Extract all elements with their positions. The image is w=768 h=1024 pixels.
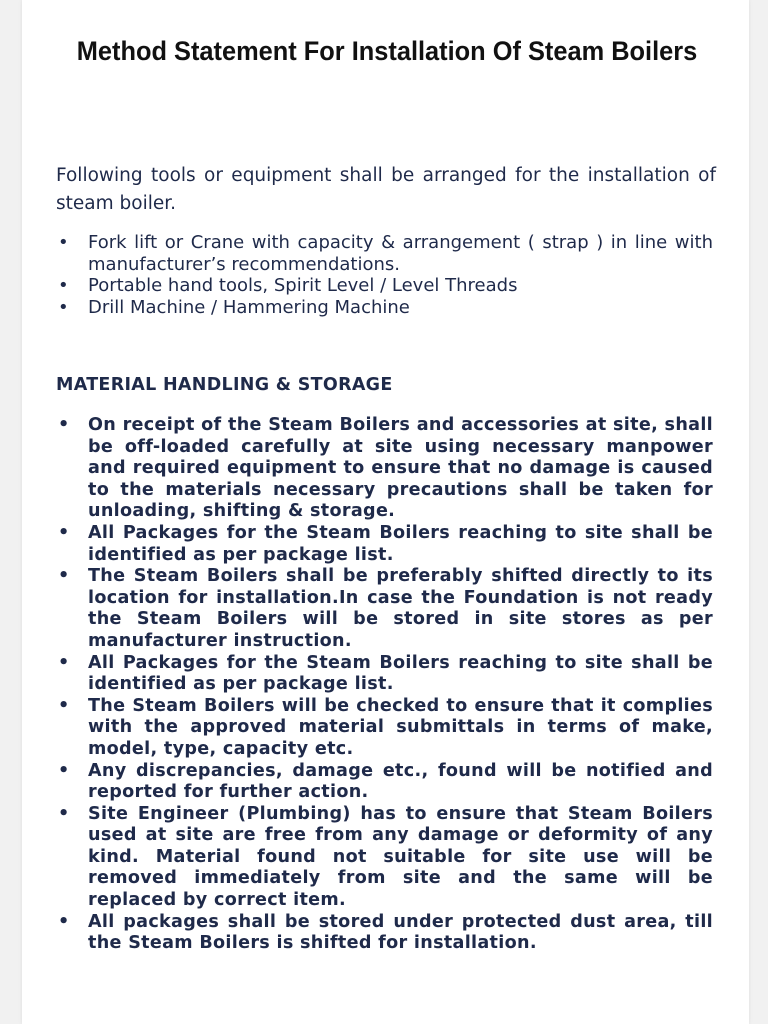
bullet-icon: •: [58, 695, 70, 716]
list-item-text: Drill Machine / Hammering Machine: [88, 296, 410, 318]
tools-list-item: [56, 275, 713, 297]
bullet-icon: •: [58, 760, 70, 781]
material-handling-list: [56, 415, 713, 955]
document-title: Method Statement For Installation Of Steam Boilers: [76, 36, 698, 66]
intro-paragraph: Following tools or equipment shall be arranged for the installation of steam boiler.: [56, 165, 716, 214]
bullet-icon: •: [58, 566, 70, 587]
document-page: [22, 0, 749, 1024]
bullet-icon: •: [58, 803, 70, 824]
list-item-text: Portable hand tools, Spirit Level / Level Threads: [88, 275, 518, 296]
bullet-icon: •: [58, 911, 70, 932]
tools-list: [56, 232, 713, 318]
list-item-text: Site Engineer (Plumbing) has to ensure that Steam Boilers used at site are free from any damage or deformity of any kind. Material found not suitable for site use will be removed immediately from site and the same will be replaced by correct item.: [88, 803, 713, 911]
section-heading: MATERIAL HANDLING & STORAGE: [56, 375, 393, 395]
list-item-text: Any discrepancies, damage etc., found will be notified and reported for further action.: [88, 760, 713, 803]
tools-list-item: [56, 297, 713, 319]
material-list-item: [56, 804, 713, 912]
bullet-icon: •: [58, 522, 70, 543]
bullet-icon: •: [58, 232, 69, 253]
material-list-item: [56, 696, 713, 761]
bullet-icon: •: [58, 415, 70, 435]
tools-list-item: [56, 232, 713, 275]
list-item-text: Fork lift or Crane with capacity & arrangement ( strap ) in line with manufacturer’s recommendations.: [88, 232, 713, 275]
material-list-item: [56, 912, 713, 955]
bullet-icon: •: [58, 275, 69, 296]
material-list-item: [56, 566, 713, 652]
material-list-item: [56, 761, 713, 804]
list-item-text: All Packages for the Steam Boilers reaching to site shall be identified as per package list.: [88, 522, 713, 565]
bullet-icon: •: [58, 296, 69, 318]
material-list-item: [56, 415, 713, 523]
bullet-icon: •: [58, 652, 70, 673]
list-item-text: The Steam Boilers shall be preferably shifted directly to its location for installation.In case the Foundation is not ready the Steam Boilers will be stored in site stores as per manufacturer instruction.: [88, 566, 713, 651]
material-list-item: [56, 653, 713, 696]
list-item-text: All packages shall be stored under protected dust area, till the Steam Boilers is shifted for installation.: [88, 911, 713, 954]
list-item-text: On receipt of the Steam Boilers and accessories at site, shall be off-loaded carefully at site using necessary manpower and required equipment to ensure that no damage is caused to the materials necessary precautions shall be taken for unloading, shifting & storage.: [88, 415, 713, 522]
list-item-text: All Packages for the Steam Boilers reaching to site shall be identified as per package list.: [88, 652, 713, 695]
list-item-text: The Steam Boilers will be checked to ensure that it complies with the approved material submittals in terms of make, model, type, capacity etc.: [88, 695, 713, 759]
material-list-item: [56, 523, 713, 566]
